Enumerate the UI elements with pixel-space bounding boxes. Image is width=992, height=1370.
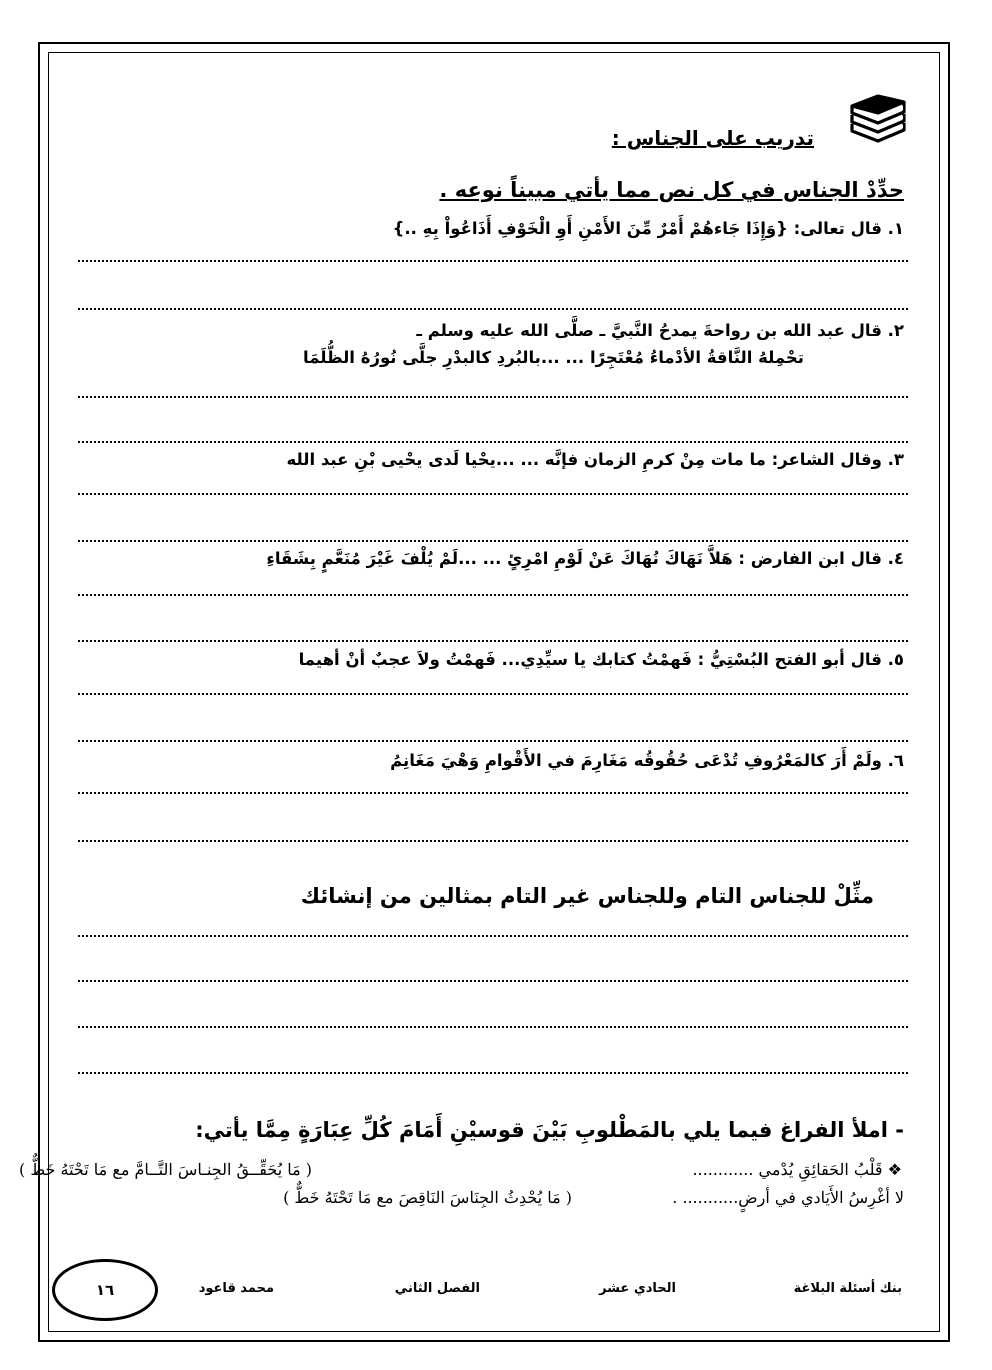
page-number-text: ١٦ [95,1281,115,1299]
fill-item-2-hint: ( مَا يُحْدِثُ الجِنَاسَ النَاقِصَ مع مَا تَحْتَهُ خَطٌّ ) [283,1188,572,1207]
books-icon [844,92,908,144]
answer-line [78,980,908,982]
fill-item-1 [692,1160,902,1179]
exercise-5: ٥. قال أبو الفتح البُسْتِيُّ : فَهمْتُ كتابك يا سيِّدِي... فَهمْتُ ولاَ عجبٌ أنْ أهيما [298,650,904,669]
answer-line [78,792,908,794]
fill-item-1-text: قَلْبُ الحَقائِقِ يُدْمي ............ [692,1160,883,1179]
exercise-2-verse: تحْمِلهُ النَّاقةُ الأدْماءُ مُعْتَجِرًا ... ...بالبُردِ كالبدْرِ جلَّى نُورُهُ الظُّلَمَا [303,348,804,367]
answer-line [78,396,908,398]
footer-term: الفصل الثاني [394,1281,480,1296]
exercise-1: ١. قال تعالى: {وَإِذَا جَاءهُمْ أَمْرٌ مِّنَ الأَمْنِ أَوِ الْخَوْفِ أَذَاعُواْ بِهِ ..} [392,219,904,238]
fill-item-2-text: لا أغْرِسُ الأَيَادي في أرضٍ........... . [672,1188,904,1207]
fill-item-1-hint: ( مَا يُحَقِّــقُ الجِنـاسَ التَّــامَّ مع مَا تَحْتَهُ خَطٌّ ) [19,1160,312,1179]
page-number [52,1259,158,1321]
footer-author: محمد قاعود [198,1281,274,1296]
section3-instruction: - املأ الفراغ فيما يلي بالمَطْلوبِ بَيْنَ قوسيْنِ أَمَامَ كُلِّ عِبَارَةٍ مِمَّا يأتي: [195,1118,904,1142]
diamond-bullet-icon: ❖ [887,1160,902,1179]
exercise-2: ٢. قال عبد الله بن رواحةَ يمدحُ النَّبيَّ ـ صلَّى الله عليه وسلم ـ [416,321,904,340]
answer-line [78,693,908,695]
answer-line [78,540,908,542]
section2-instruction: مثِّلْ للجناس التام وللجناس غير التام بمثالين من إنشائك [300,884,874,908]
exercise-4: ٤. قال ابن الفارض : هَلاَّ نَهَاكَ نُهَاكَ عَنْ لَوْمِ امْرِئٍ ... ...لَمْ يُلْفَ غَيْرَ مُنَعَّمٍ بِشَقَاءِ [266,549,904,568]
answer-line [78,1026,908,1028]
answer-line [78,493,908,495]
page-title: تدريب على الجناس : [611,126,814,150]
footer-grade: الحادي عشر [599,1281,676,1296]
answer-line [78,308,908,310]
footer-bank: بنك أسئلة البلاغة [793,1281,902,1296]
answer-line [78,441,908,443]
exercise-3: ٣. وقال الشاعر: ما مات مِنْ كرمِ الزمان فإنَّه ... ...يحْيا لَدى يحْيى بْنِ عبد الله [286,450,904,469]
exercise-6: ٦. ولَمْ أَرَ كالمَعْرُوفِ تُدْعَى حُقُوقُه مَغَارِمَ في الأَقْوامِ وَهْيَ مَغَانِمُ [390,751,904,770]
answer-line [78,840,908,842]
section-instruction: حدِّدْ الجناس في كل نص مما يأتي مبيناً نوعه . [439,178,904,202]
answer-line [78,935,908,937]
answer-line [78,1072,908,1074]
answer-line [78,740,908,742]
answer-line [78,260,908,262]
answer-line [78,640,908,642]
answer-line [78,594,908,596]
